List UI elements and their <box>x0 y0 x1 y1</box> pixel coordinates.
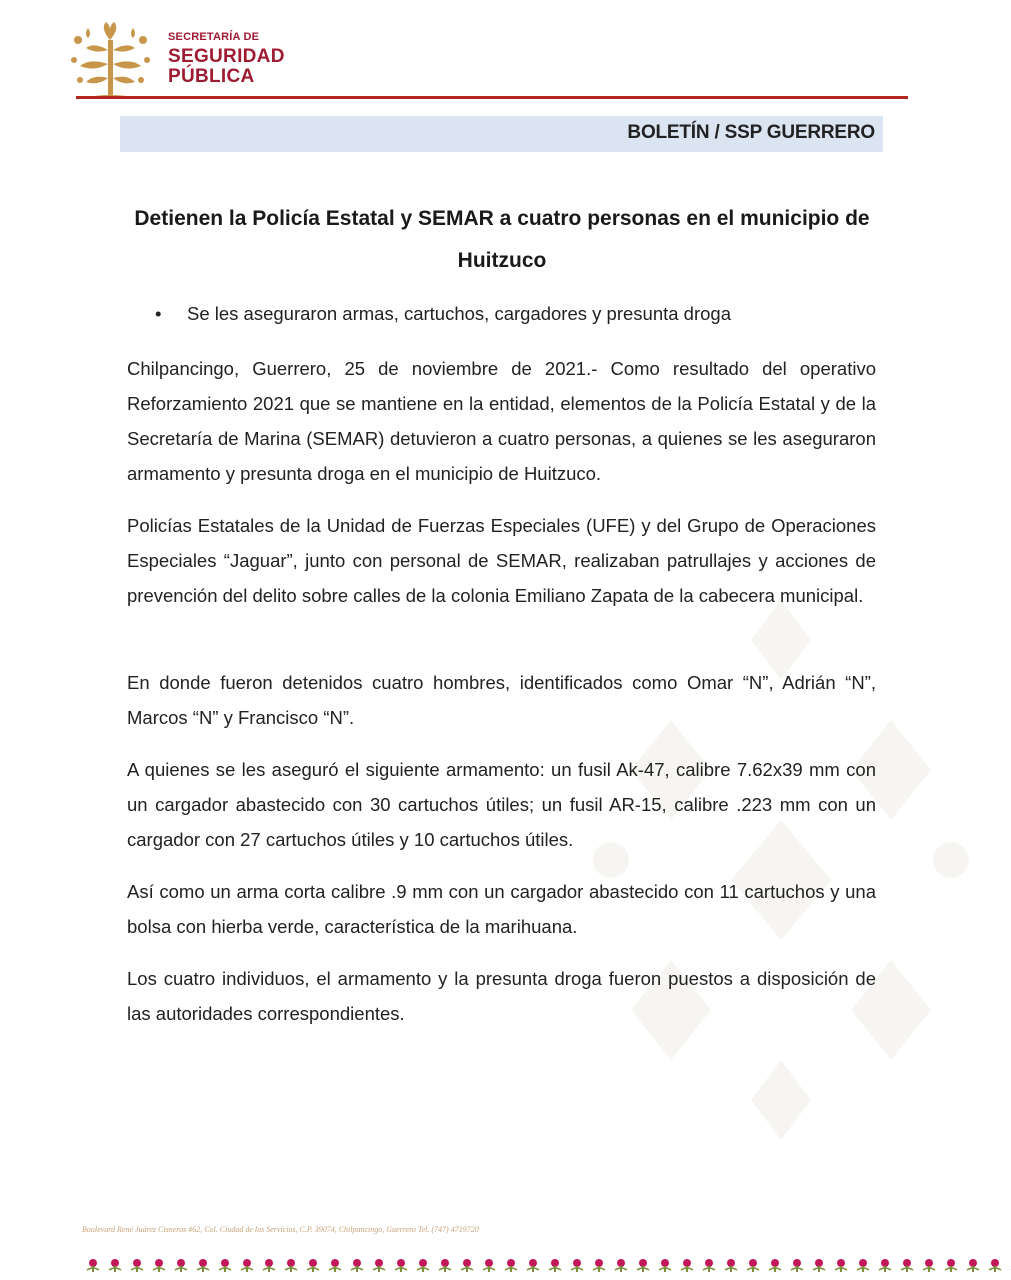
highlight-text: Se les aseguraron armas, cartuchos, cargadores y presunta droga <box>187 303 731 324</box>
header-divider <box>76 96 908 99</box>
article-title: Detienen la Policía Estatal y SEMAR a cuatro personas en el municipio de Huitzuco <box>134 207 870 272</box>
paragraph-2: Policías Estatales de la Unidad de Fuerzas Especiales (UFE) y del Grupo de Operaciones Especiales “Jaguar”, junto con personal de SEMAR, realizaban patrullajes y acciones de prevención del delito sobre calles de la colonia Emiliano Zapata de la cabecera municipal. <box>127 515 876 606</box>
organization-name <box>168 32 285 87</box>
paragraph-6: Los cuatro individuos, el armamento y la presunta droga fueron puestos a disposición de las autoridades correspondientes. <box>127 968 876 1024</box>
org-line-1: SECRETARÍA DE <box>168 31 260 43</box>
footer-decorative-band <box>82 1257 1011 1273</box>
paragraph-1: Chilpancingo, Guerrero, 25 de noviembre de 2021.- Como resultado del operativo Reforzamiento 2021 que se mantiene en la entidad, elementos de la Policía Estatal y de la Secretaría de Marina (SEMAR) detuvieron a cuatro personas, a quienes se les aseguraron armamento y presunta droga en el municipio de Huitzuco. <box>127 358 876 484</box>
tree-of-life-emblem-icon <box>68 20 153 100</box>
paragraph-4: A quienes se les aseguró el siguiente armamento: un fusil Ak-47, calibre 7.62x39 mm con un cargador abastecido con 30 cartuchos útiles; un fusil AR-15, calibre .223 mm con un cargador con 27 cartuchos útiles y 10 cartuchos útiles. <box>127 759 876 850</box>
footer-address: Boulevard René Juárez Cisneros #62, Col. Ciudad de los Servicios, C.P. 39074, Chilpancingo, Guerrero Tel. (747) 4719720 <box>82 1225 479 1234</box>
paragraph-5: Así como un arma corta calibre .9 mm con un cargador abastecido con 11 cartuchos y una bolsa con hierba verde, característica de la marihuana. <box>127 881 876 937</box>
paragraph-3: En donde fueron detenidos cuatro hombres, identificados como Omar “N”, Adrián “N”, Marcos “N” y Francisco “N”. <box>127 672 876 728</box>
article-highlight <box>155 303 731 325</box>
bulletin-banner <box>120 116 883 152</box>
bullet-dot-icon: • <box>155 303 162 324</box>
org-line-2: SEGURIDAD <box>168 46 285 67</box>
bulletin-label: BOLETÍN / SSP GUERRERO <box>627 122 875 143</box>
org-line-3: PÚBLICA <box>168 66 255 87</box>
